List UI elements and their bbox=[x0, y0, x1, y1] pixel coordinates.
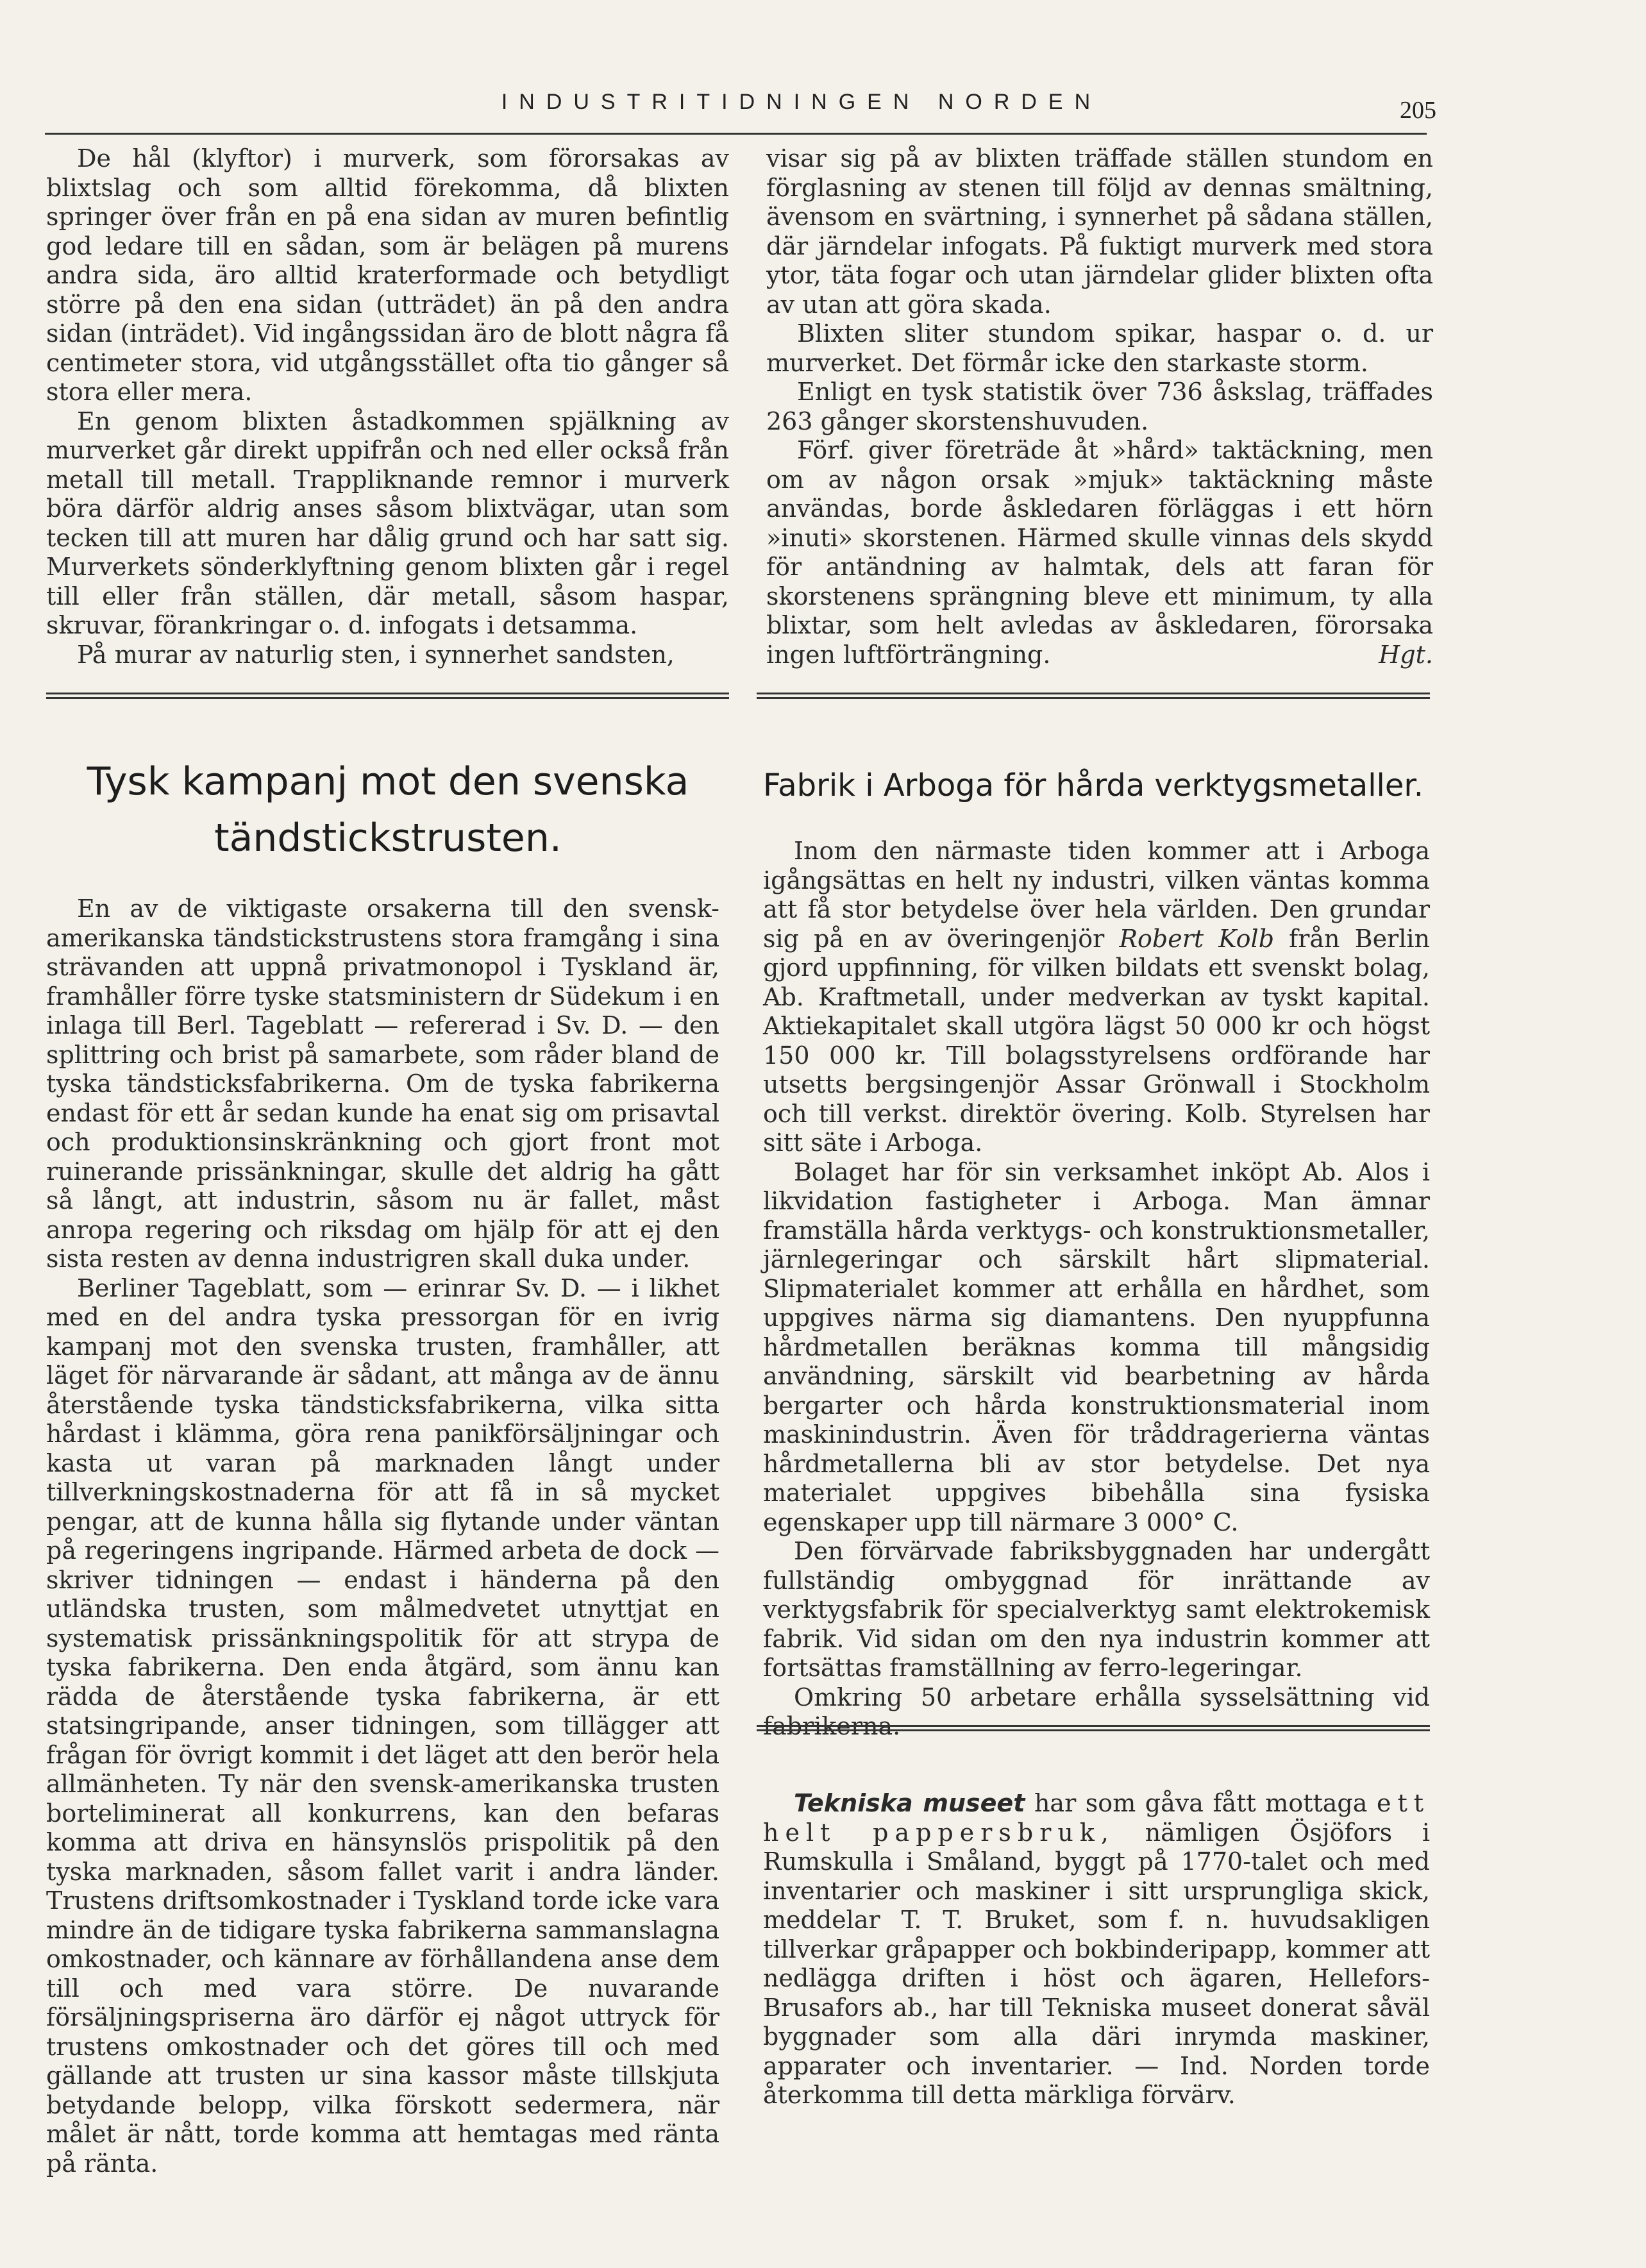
right-article-paragraph: Omkring 50 arbetare erhålla sysselsättning vid bbox=[794, 1683, 1430, 1711]
signature: Hgt. bbox=[1379, 640, 1433, 669]
right-article-paragraph bbox=[763, 837, 1430, 1158]
top-right-last-text: Förf. giver företräde åt »hård» taktäckning, men om av någon orsak »mjuk» taktäckning måste användas, borde åskledaren förläggas i ett hörn »inuti» skorstenen. Härmed skulle vinnas dels skydd för antändning av halmtak, dels att faran för skorstenens sprängning bleve ett minimum, ty alla blixtar, som helt avledas av åskledaren, förorsaka ingen luftförträngning. bbox=[766, 436, 1433, 669]
section-rule-left bbox=[46, 693, 729, 694]
right-article-text: från Berlin gjord uppfinning, för vilken bildats ett svenskt bolag, Ab. Kraftmetall, under medverkan av tyskt kapital. Aktiekapitalet skall utgöra lägst 50 000 kr och högst 150 000 kr. Till bolagsstyrelsens ordförande har utsetts bergsingenjör Assar Grönwall i Stockholm och till verkst. direktör övering. Kolb. Styrelsen har sitt säte i Arboga. bbox=[763, 924, 1431, 1157]
right-article-paragraph: Den förvärvade fabriksbyggnaden har undergått fullständig ombyggnad för inrättande av verktygsfabrik för specialverktyg samt elektrokemisk fabrik. Vid sidan om den nya industrin kommer att fortsättas framställning av ferro-legeringar. bbox=[763, 1537, 1430, 1682]
top-right-paragraph bbox=[766, 436, 1433, 669]
museum-note-text: har som gåva fått mottaga bbox=[1025, 1789, 1377, 1817]
right-article-body bbox=[763, 837, 1430, 1742]
top-right-paragraph: Blixten sliter stundom spikar, haspar o. d. ur murverket. Det förmår icke den starkaste storm. bbox=[766, 319, 1433, 377]
top-article-right-column bbox=[766, 144, 1433, 669]
left-article-paragraph: Berliner Tageblatt, som — erinrar Sv. D. — i likhet med en del andra tyska pressorgan för en ivrig kampanj mot den svenska trusten, framhåller, att läget för närvarande är sådant, att många av de ännu återstående tyska tändsticksfabrikerna, vilka sitta hårdast i klämma, göra rena panikförsäljningar och kasta ut varan på marknaden långt under tillverkningskostnaderna för att få in så mycket pengar, att de kunna hålla sig flytande under väntan på regeringens ingripande. Härmed arbeta de dock — skriver tidningen — endast i händerna på den utländska trusten, som målmedvetet utnyttjat en systematisk prissänkningspolitik för att strypa de tyska fabrikerna. Den enda åtgärd, som ännu kan rädda de återstående tyska fabrikerna, är ett statsingripande, anser tidningen, som tillägger att frågan för övrigt kommit i det läget att den berör hela allmänheten. Ty när den svensk-amerikanska trusten borteliminerat all konkurrens, kan den befaras komma att driva en hänsynslös prispolitik på den tyska marknaden, såsom fallet varit i andra länder. Trustens driftsomkostnader i Tyskland torde icke vara mindre än de tidigare tyska fabrikerna sammanslagna omkostnader, och kännare av förhållandena anse dem till och med vara större. De nuvarande försäljningspriserna äro därför ej något uttryck för trustens omkostnader och det göres till och med gällande att trusten ur sina kassor måste tillskjuta betydande belopp, vilka förskott sedermera, när målet är nått, torde komma att hemtagas med ränta på ränta. bbox=[46, 1273, 719, 2178]
top-article-left-column bbox=[46, 144, 729, 669]
museum-note-text: nämligen Ösjöfors i Rumskulla i Småland, byggt på 1770-talet och med inventarier och maskiner i sitt ursprungliga skick, meddelar T. T. Bruket, som f. n. huvudsakligen tillverkar gråpapper och bokbinderipapp, kommer att nedlägga driften i höst och ägaren, Hellefors-Brusafors ab., har till Tekniska museet donerat såväl byggnader som alla däri inrymda maskiner, apparater och inventarier. — Ind. Norden torde återkomma till detta märkliga förvärv. bbox=[763, 1818, 1430, 2109]
top-right-paragraph: visar sig på av blixten träffade ställen stundom en förglasning av stenen till följd av dennas smältning, ävensom en svärtning, i synnerhet på sådana ställen, där järndelar infogats. På fuktigt murverk med stora ytor, täta fogar och utan järndelar glider blixten ofta av utan att göra skada. bbox=[766, 144, 1433, 319]
museum-note bbox=[763, 1789, 1430, 2110]
left-article-title-line: Tysk kampanj mot den svenska bbox=[87, 759, 689, 804]
museum-note-paragraph bbox=[763, 1789, 1430, 2110]
section-rule-right bbox=[757, 693, 1430, 694]
inventor-name: Robert Kolb bbox=[1119, 924, 1275, 953]
top-left-paragraph: På murar av naturlig sten, i synnerhet sandsten, bbox=[77, 640, 675, 669]
museum-note-spaced: ett helt pappersbruk, bbox=[763, 1789, 1430, 1847]
right-article-title: Fabrik i Arboga för hårda verktygsmetaller. bbox=[763, 768, 1423, 803]
right-article-paragraph: Bolaget har för sin verksamhet inköpt Ab. Alos i likvidation fastigheter i Arboga. Man ämnar framställa hårda verktygs- och konstruktionsmetaller, järnlegeringar och särskilt hårt slipmaterial. Slipmaterialet kommer att erhålla en hårdhet, som uppgives närma sig diamantens. Den nyuppfunna hårdmetallen beräknas komma till mångsidig användning, särskilt vid bearbetning av hårda bergarter och hårda konstruktionsmaterial inom maskinindustrin. Även för tråddragerierna väntas hårdmetallerna bli av stor betydelse. Det nya materialet uppgives bibehålla sina fysiska egenskaper upp till närmare 3 000° C. bbox=[763, 1157, 1430, 1536]
top-right-paragraph: Enligt en tysk statistik över 736 åskslag, träffades 263 gånger skorstenshuvuden. bbox=[766, 378, 1433, 435]
left-article-body bbox=[46, 895, 719, 2178]
top-left-paragraph: De hål (klyftor) i murverk, som förorsakas av blixtslag och som alltid förekomma, då blixten springer över från en på ena sidan av muren befintlig god ledare till en sådan, som är belägen på murens andra sida, äro alltid kraterformade och betydligt större på den ena sidan (utträdet) än på den andra sidan (inträdet). Vid ingångssidan äro de blott några få centimeter stora, vid utgångsstället ofta tio gånger så stora eller mera. bbox=[46, 144, 729, 406]
page-number: 205 bbox=[1400, 97, 1436, 124]
left-article-paragraph: En av de viktigaste orsakerna till den svensk-amerikanska tändstickstrustens stora framgång i sina strävanden att uppnå privatmonopol i Tyskland är, framhåller förre tyske statsministern dr Südekum i en inlaga till Berl. Tageblatt — refererad i Sv. D. — den splittring och brist på samarbete, som råder bland de tyska tändsticksfabrikerna. Om de tyska fabrikerna endast för ett år sedan kunde ha enat sig om prisavtal och produktionsinskränkning och gjort front mot ruinerande prissänkningar, skulle det aldrig ha gått så långt, att industrin, såsom nu är fallet, måst anropa regering och riksdag om hjälp för att ej den sista resten av denna industrigren skall duka under. bbox=[46, 895, 719, 1273]
running-title: INDUSTRITIDNINGEN NORDEN bbox=[501, 90, 1102, 114]
header-rule bbox=[45, 133, 1427, 135]
top-left-paragraph: En genom blixten åstadkommen spjälkning av murverket går direkt uppifrån och ned eller också från metall till metall. Trappliknande remnor i murverk böra därför aldrig anses såsom blixtvägar, utan som tecken till att muren har dålig grund och har satt sig. Murverkets sönderklyftning genom blixten går i regel till eller från ställen, där metall, såsom haspar, skruvar, förankringar o. d. infogats i detsamma. bbox=[46, 407, 729, 639]
left-article-title bbox=[45, 753, 731, 866]
right-article-text: Inom den närmaste tiden kommer att i Arboga igångsättas en helt ny industri, vilken väntas komma att få stor betydelse över hela världen. Den grundar sig på en av överingenjör bbox=[763, 837, 1430, 953]
left-article-title-line: tändstickstrusten. bbox=[214, 816, 562, 861]
museum-note-lead: Tekniska museet bbox=[794, 1789, 1025, 1817]
section-rule-museum bbox=[757, 1725, 1430, 1727]
